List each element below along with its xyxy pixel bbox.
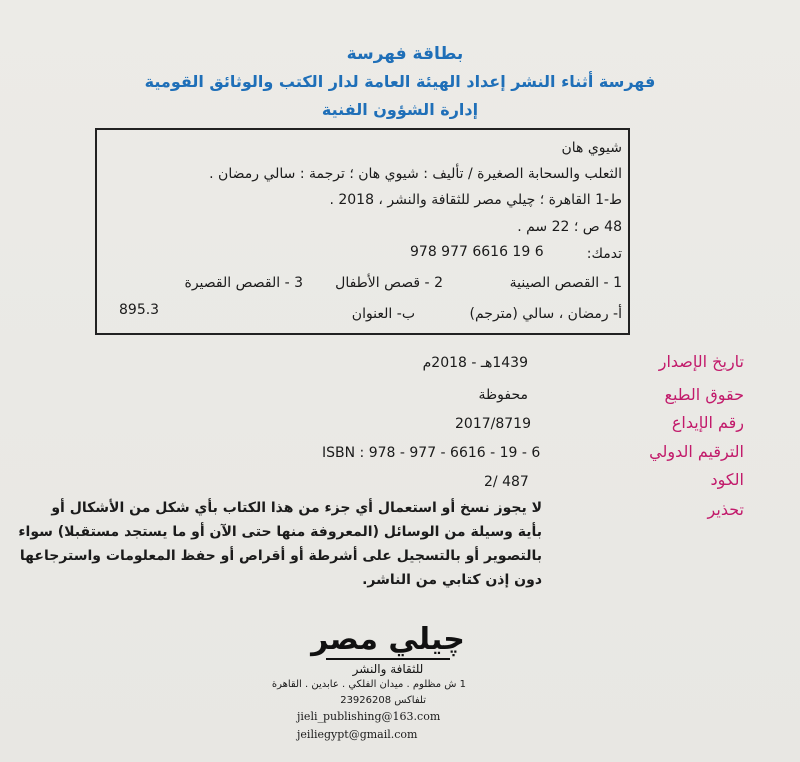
info-label-code: الكود (710, 470, 744, 489)
publisher-telfax: تلفاكس 23926208 (340, 695, 426, 706)
catalog-card (95, 128, 630, 335)
info-label-warning: تحذير (707, 500, 744, 519)
card-title-line: الثعلب والسحابة الصغيرة / تأليف : شيوي هان ؛ ترجمة : سالي رمضان . (209, 166, 622, 182)
publisher-email-1: jieli_publishing@163.com (297, 710, 441, 723)
catalog-card-heading: بطاقة فهرسة (346, 44, 464, 64)
warning-line-1: لا يجوز نسخ أو استعمال أي جزء من هذا الكتاب بأي شكل من الأشكال أو (51, 500, 542, 516)
card-added-entry-b: ب- العنوان (351, 306, 415, 322)
card-subject-3: 3 - القصص القصيرة (184, 275, 303, 291)
card-imprint: ط-1 القاهرة ؛ چيلي مصر للثقافة والنشر ، 2018 . (329, 192, 622, 208)
card-subject-1: 1 - القصص الصينية (509, 275, 622, 291)
card-added-entry-a: أ- رمضان ، سالي (مترجم) (469, 306, 622, 322)
info-label-release-date: تاريخ الإصدار (658, 352, 744, 371)
info-value-copyright: محفوظة (478, 387, 528, 403)
info-value-code: 2/ 487 (484, 474, 529, 490)
warning-line-2: بأية وسيلة من الوسائل (المعروفة منها حتى الآن أو ما يستجد مستقبلا) سواء (18, 524, 542, 540)
publisher-address: 1 ش مظلوم . ميدان الفلكي . عابدين . القاهرة (271, 679, 466, 690)
card-classification: 895.3 (119, 302, 160, 318)
card-isbn-value: 978 977 6616 19 6 (410, 244, 544, 260)
card-subject-2: 2 - قصص الأطفال (335, 275, 443, 291)
info-label-deposit-number: رقم الإيداع (671, 413, 744, 432)
department-name: إدارة الشؤون الفنية (321, 100, 479, 119)
card-pages: 48 ص ؛ 22 سم . (517, 219, 622, 235)
catalog-subtitle: فهرسة أثناء النشر إعداد الهيئة العامة لدار الكتب والوثائق القومية (144, 72, 656, 91)
info-label-isbn: الترقيم الدولي (649, 442, 744, 461)
publisher-logo (308, 622, 468, 682)
card-author: شيوي هان (561, 140, 622, 156)
card-isbn-label: تدمك: (586, 246, 622, 262)
warning-line-4: دون إذن كتابي من الناشر. (362, 572, 542, 588)
info-value-isbn: ISBN : 978 - 977 - 6616 - 19 - 6 (322, 445, 541, 461)
publisher-email-2: jeiliegypt@gmail.com (297, 728, 418, 741)
publisher-logo-name: چيلي مصر (311, 622, 465, 657)
info-value-deposit-number: 2017/8719 (455, 416, 531, 432)
warning-line-3: بالتصوير أو بالتسجيل على أشرطة أو أقراص أو حفظ المعلومات واسترجاعها (19, 548, 542, 564)
logo-divider (326, 658, 450, 660)
info-value-release-date: 1439هـ - 2018م (422, 355, 528, 371)
publisher-tagline: للثقافة والنشر (352, 662, 424, 676)
info-label-copyright: حقوق الطبع (664, 385, 744, 404)
